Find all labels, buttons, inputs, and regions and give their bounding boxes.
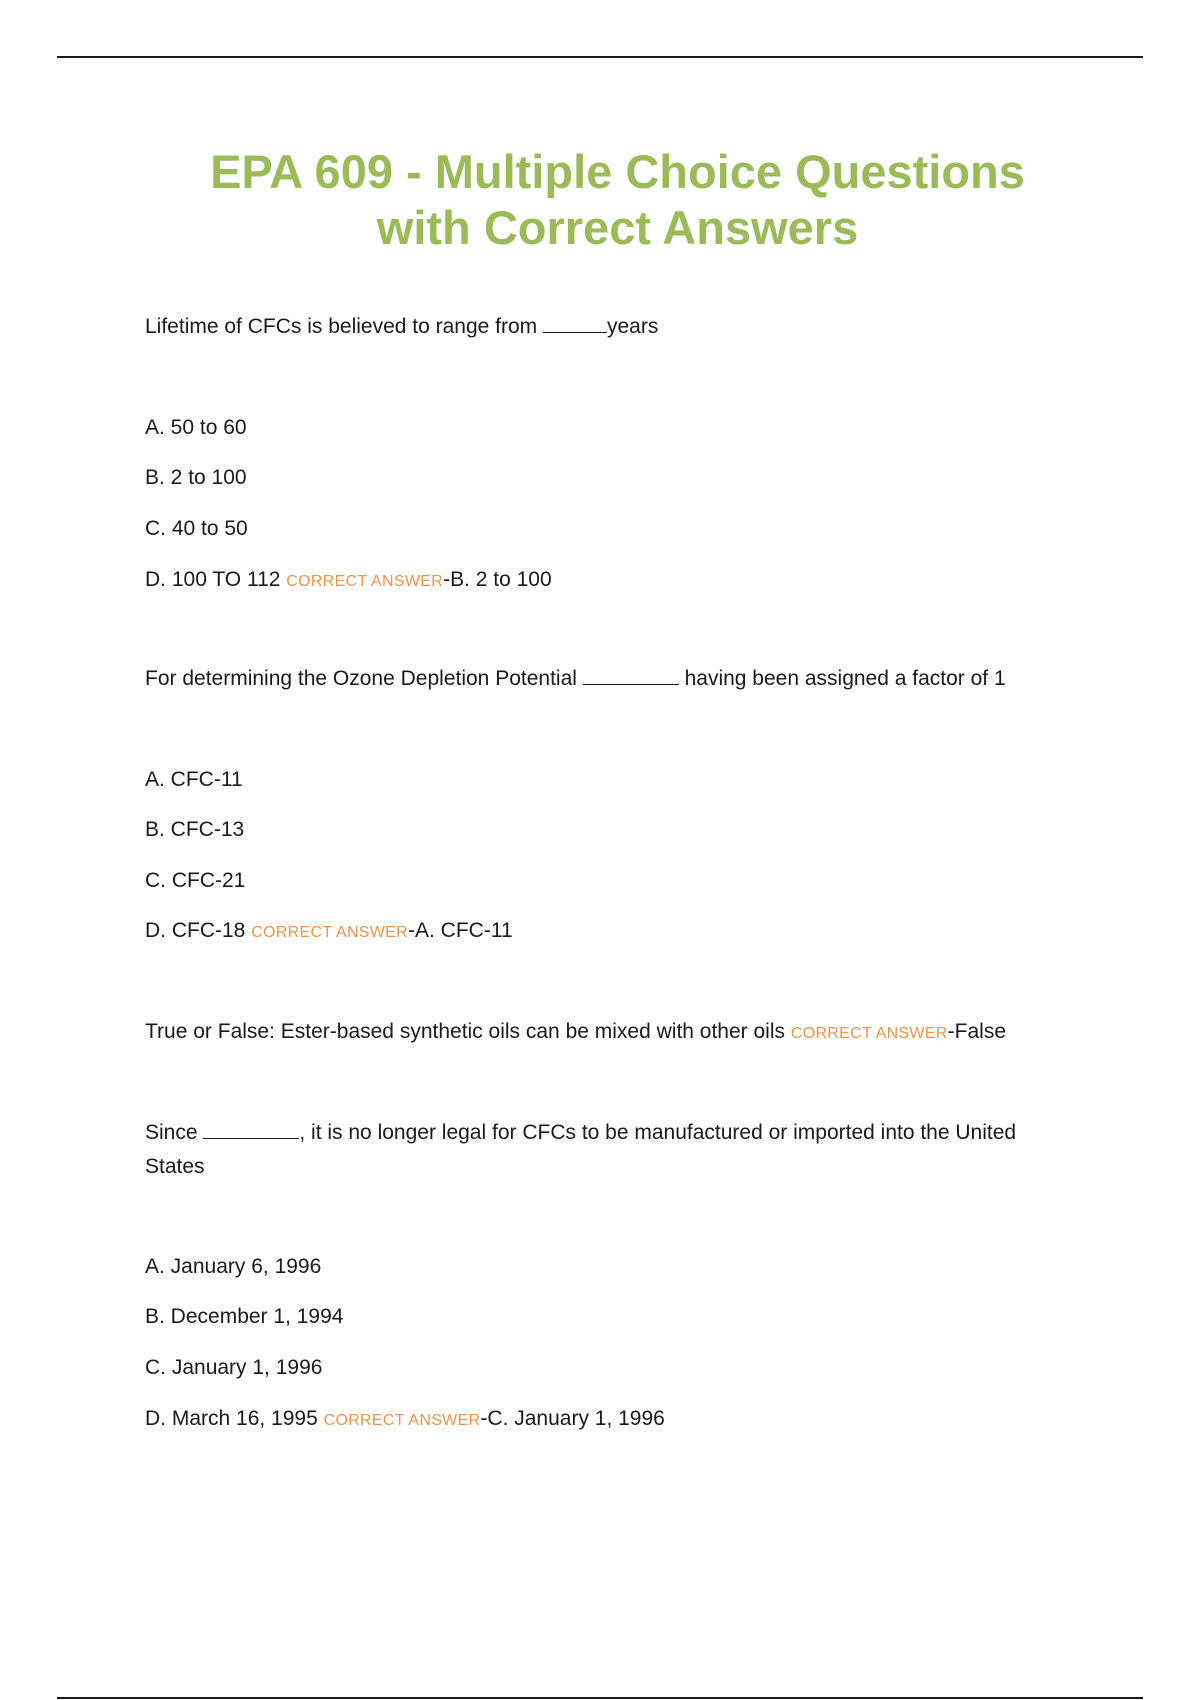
question-4-option-d-text: D. March 16, 1995 bbox=[145, 1407, 324, 1430]
question-1-answer: -B. 2 to 100 bbox=[443, 568, 552, 591]
question-2-option-d bbox=[145, 914, 1085, 950]
title-line-1: EPA 609 - Multiple Choice Questions bbox=[210, 145, 1025, 198]
question-3-prompt bbox=[145, 1015, 1085, 1051]
question-2-answer-tag: CORRECT ANSWER bbox=[251, 924, 408, 941]
question-1-option-d bbox=[145, 563, 1085, 599]
question-4-option-a: A. January 6, 1996 bbox=[145, 1255, 322, 1278]
question-2-prompt-start: For determining the Ozone Depletion Potential bbox=[145, 667, 583, 690]
question-1-blank bbox=[543, 310, 607, 333]
question-1-prompt-start: Lifetime of CFCs is believed to range from bbox=[145, 315, 543, 338]
document-title bbox=[0, 144, 1200, 256]
question-4-option-b: B. December 1, 1994 bbox=[145, 1305, 344, 1328]
question-2-option-c: C. CFC-21 bbox=[145, 869, 246, 892]
question-1-option-a: A. 50 to 60 bbox=[145, 416, 247, 439]
question-4-answer-tag: CORRECT ANSWER bbox=[323, 1412, 481, 1429]
question-1-answer-tag: CORRECT ANSWER bbox=[286, 573, 444, 590]
question-2-blank bbox=[583, 662, 679, 685]
question-2-option-d-text: D. CFC-18 bbox=[145, 919, 252, 942]
question-3-answer-tag: CORRECT ANSWER bbox=[790, 1025, 948, 1042]
question-4-option-d bbox=[145, 1402, 1085, 1438]
question-2-answer: -A. CFC-11 bbox=[408, 919, 513, 942]
question-2-prompt bbox=[145, 662, 1085, 696]
header-rule bbox=[57, 56, 1143, 58]
question-1-prompt-end: years bbox=[607, 315, 659, 338]
question-2-prompt-end: having been assigned a factor of 1 bbox=[678, 667, 1006, 690]
question-4-answer: -C. January 1, 1996 bbox=[480, 1407, 665, 1430]
question-3-prompt-text: True or False: Ester-based synthetic oils can be mixed with other oils bbox=[145, 1020, 791, 1043]
question-1-prompt bbox=[145, 310, 1085, 344]
footer-rule bbox=[57, 1697, 1143, 1699]
question-3-answer: -False bbox=[947, 1020, 1007, 1043]
question-1-option-d-text: D. 100 TO 112 bbox=[145, 568, 287, 591]
question-4-prompt-start: Since bbox=[145, 1121, 204, 1144]
question-1-option-b: B. 2 to 100 bbox=[145, 466, 247, 489]
question-4-prompt-end: , it is no longer legal for CFCs to be manufactured or imported into the United States bbox=[145, 1121, 1017, 1178]
question-4-option-c: C. January 1, 1996 bbox=[145, 1356, 323, 1379]
question-4-blank bbox=[203, 1116, 299, 1139]
question-1-option-c: C. 40 to 50 bbox=[145, 517, 248, 540]
question-2-option-a: A. CFC-11 bbox=[145, 768, 243, 791]
title-line-2: with Correct Answers bbox=[376, 201, 859, 254]
question-4-prompt bbox=[145, 1116, 1075, 1184]
question-2-option-b: B. CFC-13 bbox=[145, 818, 245, 841]
